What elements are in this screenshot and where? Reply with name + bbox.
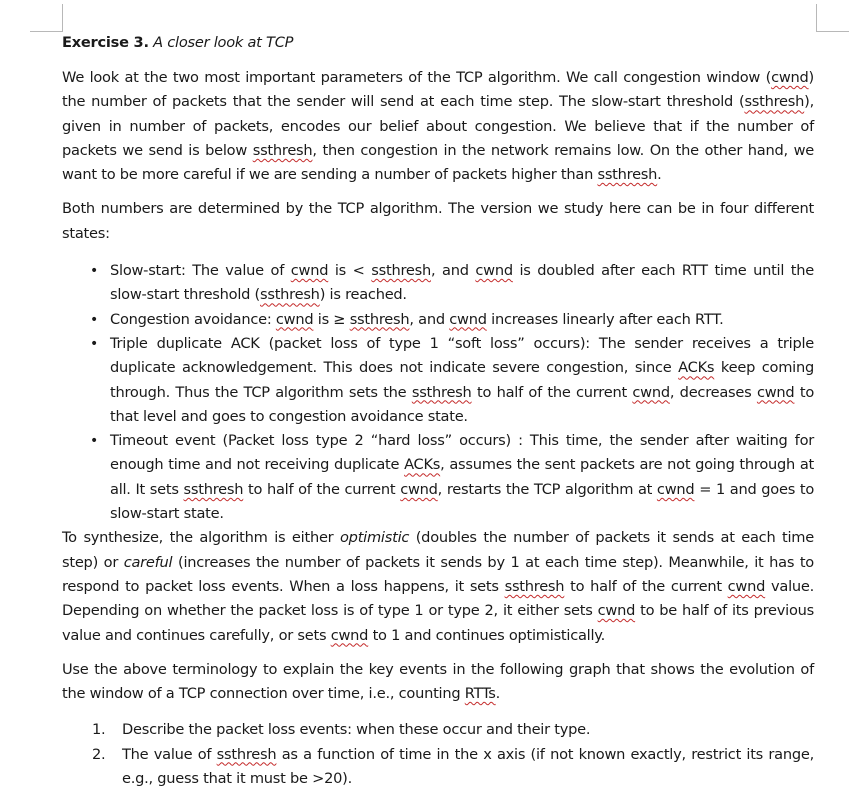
paragraph-instructions: Use the above terminology to explain the key events in the following graph that shows the evolution of the window of a TCP connection over time, i.e., counting RTTs. (62, 660, 814, 703)
bullet-icon: • (90, 311, 99, 328)
list-item: • Congestion avoidance: cwnd is ≥ ssthresh, and cwnd increases linearly after each RTT. (62, 308, 814, 332)
list-item: • Timeout event (Packet loss type 2 “hard loss” occurs) : This time, the sender after waiting for enough time and not receiving duplicate ACKs, assumes the sent packets are not going through at all. It sets ssthresh to half of the current cwnd, restarts the TCP algorithm at cwnd = 1 and goes to slow-start state. (62, 429, 814, 526)
list-item: 1. Describe the packet loss events: when these occur and their type. (62, 718, 814, 742)
list-item: 2. The value of ssthresh as a function of time in the x axis (if not known exactly, restrict its range, e.g., guess that it must be >20). (62, 743, 814, 792)
spellcheck-word: ssthresh (744, 93, 805, 111)
spellcheck-word: ACKs (678, 359, 715, 377)
list-item: • Triple duplicate ACK (packet loss of type 1 “soft loss” occurs): The sender receives a triple duplicate acknowledgement. This does not indicate severe congestion, since ACKs keep coming through. Thus the TCP algorithm sets the ssthresh to half of the current cwnd, decreases cwnd to that level and goes to congestion avoidance state. (62, 332, 814, 429)
list-item: • Slow-start: The value of cwnd is < ssthresh, and cwnd is doubled after each RTT time until the slow-start threshold (ssthresh) is reached. (62, 259, 814, 308)
exercise-number: Exercise 3. (62, 34, 149, 51)
spellcheck-word: cwnd (656, 480, 695, 498)
question-number: 1. (92, 721, 106, 739)
states-list (62, 259, 814, 526)
emphasis-careful: careful (123, 553, 173, 571)
spellcheck-word: ssthresh (504, 577, 565, 595)
spellcheck-word: ssthresh (183, 480, 244, 498)
document-body[interactable] (62, 32, 814, 791)
spellcheck-word: cwnd (400, 480, 438, 498)
crop-mark-top-right (816, 4, 849, 32)
bullet-icon: • (90, 263, 99, 280)
spellcheck-word: ssthresh (411, 383, 472, 401)
spellcheck-word: cwnd (597, 602, 636, 620)
spellcheck-word: cwnd (449, 310, 487, 328)
spellcheck-word: cwnd (727, 577, 766, 595)
questions-list (62, 718, 814, 791)
spellcheck-word: ssthresh (252, 141, 313, 159)
paragraph-intro: We look at the two most important parameters of the TCP algorithm. We call congestion window (cwnd) the number of packets that the sender will send at each time step. The slow-start threshold (ssthresh), given in number of packets, encodes our belief about congestion. We believe that if the number of packets we send is below ssthresh, then congestion in the network remains low. On the other hand, we want to be more careful if we are sending a number of packets higher than ssthresh. (62, 69, 814, 184)
spellcheck-word: RTTs (464, 685, 496, 703)
spellcheck-word: cwnd (275, 310, 314, 328)
paragraph-states: Both numbers are determined by the TCP algorithm. The version we study here can be in four different states: (62, 200, 814, 242)
exercise-heading (62, 32, 814, 54)
spellcheck-word: ssthresh (259, 286, 320, 304)
spellcheck-word: cwnd (475, 262, 513, 280)
paragraph-synthesis: To synthesize, the algorithm is either optimistic (doubles the number of packets it sends at each time step) or careful (increases the number of packets it sends by 1 at each time step). Meanwhile, it has to respond to packet loss events. When a loss happens, it sets ssthresh to half of the current cwnd value. Depending on whether the packet loss is of type 1 or type 2, it either sets cwnd to be half of its previous value and continues carefully, or sets cwnd to 1 and continues optimistically. (62, 529, 815, 644)
spellcheck-word: ssthresh (216, 745, 277, 763)
emphasis-optimistic: optimistic (340, 529, 410, 547)
spellcheck-word: ssthresh (371, 262, 431, 280)
exercise-title: A closer look at TCP (153, 34, 294, 51)
spellcheck-word: ACKs (404, 456, 441, 474)
spellcheck-word: cwnd (771, 69, 809, 86)
spellcheck-word: cwnd (330, 626, 369, 644)
spellcheck-word: cwnd (632, 383, 670, 401)
spellcheck-word: ssthresh (597, 166, 658, 184)
spellcheck-word: cwnd (756, 383, 795, 401)
crop-mark-top-left (30, 4, 63, 32)
bullet-icon: • (90, 433, 99, 450)
question-number: 2. (92, 745, 106, 763)
spellcheck-word: ssthresh (349, 310, 410, 328)
bullet-icon: • (90, 335, 99, 352)
spellcheck-word: cwnd (290, 262, 329, 280)
